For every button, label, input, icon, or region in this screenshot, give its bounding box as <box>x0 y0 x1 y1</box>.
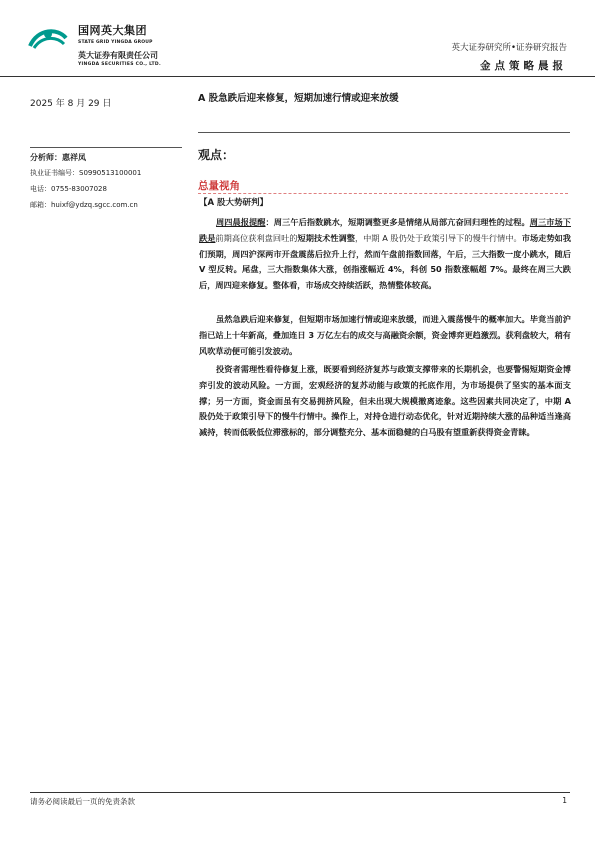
section-divider <box>198 193 568 194</box>
section-title: 总量视角 <box>198 180 240 192</box>
title-divider <box>198 132 570 133</box>
analyst-name: 分析师：惠祥凤 <box>30 153 86 162</box>
analyst-phone: 电话：0755-83007028 <box>30 185 107 193</box>
p1-text-5: 市场走势如我们预期，周四沪深两市开盘震荡后拉升上行，然而午盘前指数回落，午后，三大指数一度小跳水，随后 V 型反转。尾盘，三大指数集体大涨，创指涨幅近 4%，科创 50 指数涨幅超 7%。最终在周三大跌后，周四迎来修复。整体看，市场成交持续活跃，热情整体较高。 <box>199 232 571 291</box>
report-date: 2025 年 8 月 29 日 <box>30 99 112 109</box>
paragraph-1 <box>199 215 571 310</box>
p1-text-2: 前期高位获利盘回吐的 <box>215 232 298 243</box>
disclaimer-notice: 请务必阅读最后一页的免责条款 <box>30 797 135 806</box>
header-divider <box>0 76 595 77</box>
lead-highlight-1: 周四晨报提醒 <box>216 217 266 227</box>
state-grid-logo-icon <box>28 24 68 50</box>
p1-text-3: 短期技术性调整 <box>297 232 355 243</box>
report-series: 金点策略晨报 <box>480 60 567 72</box>
logo-name-en: STATE GRID YINGDA GROUP <box>78 40 153 45</box>
logo-name-cn: 国网英大集团 <box>78 24 147 37</box>
analyst-cert: 执业证书编号：S0990513100001 <box>30 169 142 177</box>
viewpoint-heading: 观点： <box>198 148 235 162</box>
report-source: 英大证券研究所•证券研究报告 <box>451 43 567 53</box>
p1-text-4: ，中期 A 股仍处于政策引导下的慢牛行情中。 <box>354 232 522 243</box>
sidebar-divider <box>30 147 182 148</box>
analyst-email: 邮箱：huixf@ydzq.sgcc.com.cn <box>30 201 138 209</box>
footer-divider <box>30 792 570 793</box>
page-number: 1 <box>562 796 567 805</box>
p1-text-1: ：周三午后指数跳水，短期调整更多是情绪从局部亢奋回归理性的过程。 <box>265 217 530 227</box>
firm-name-en: YINGDA SECURITIES CO., LTD. <box>78 62 161 67</box>
report-title: A 股急跌后迎来修复，短期加速行情或迎来放缓 <box>198 93 399 104</box>
paragraph-2: 虽然急跌后迎来修复，但短期市场加速行情或迎来放缓，而进入震荡慢牛的概率加大。毕竟当前沪指已站上十年新高，叠加连日 3 万亿左右的成交与高融资余额，资金博弈更趋激烈。获利盘较大，稍有风吹草动便可能引发波动。 <box>199 314 571 356</box>
subsection-heading: 【A 股大势研判】 <box>199 198 269 208</box>
lead-highlight-2: 周三市场下跌是 <box>199 217 571 243</box>
firm-name-cn: 英大证券有限责任公司 <box>78 51 158 60</box>
paragraph-3: 投资者需理性看待修复上涨，既要看到经济复苏与政策支撑带来的长期机会，也要警惕短期资金博弈引发的波动风险。一方面，宏观经济的复苏动能与政策的托底作用，为市场提供了坚实的基本面支撑；另一方面，资金面虽有交易拥挤风险，但未出现大规模撤离迹象。这些因素共同决定了，中期 A 股仍处于政策引导下的慢牛行情中。操作上，对持仓进行动态优化，针对近期持续大涨的品种适当逢高减持，转而低吸低位滞涨标的，部分调整充分、基本面稳健的白马股有望重新获得资金青睐。 <box>199 364 571 438</box>
